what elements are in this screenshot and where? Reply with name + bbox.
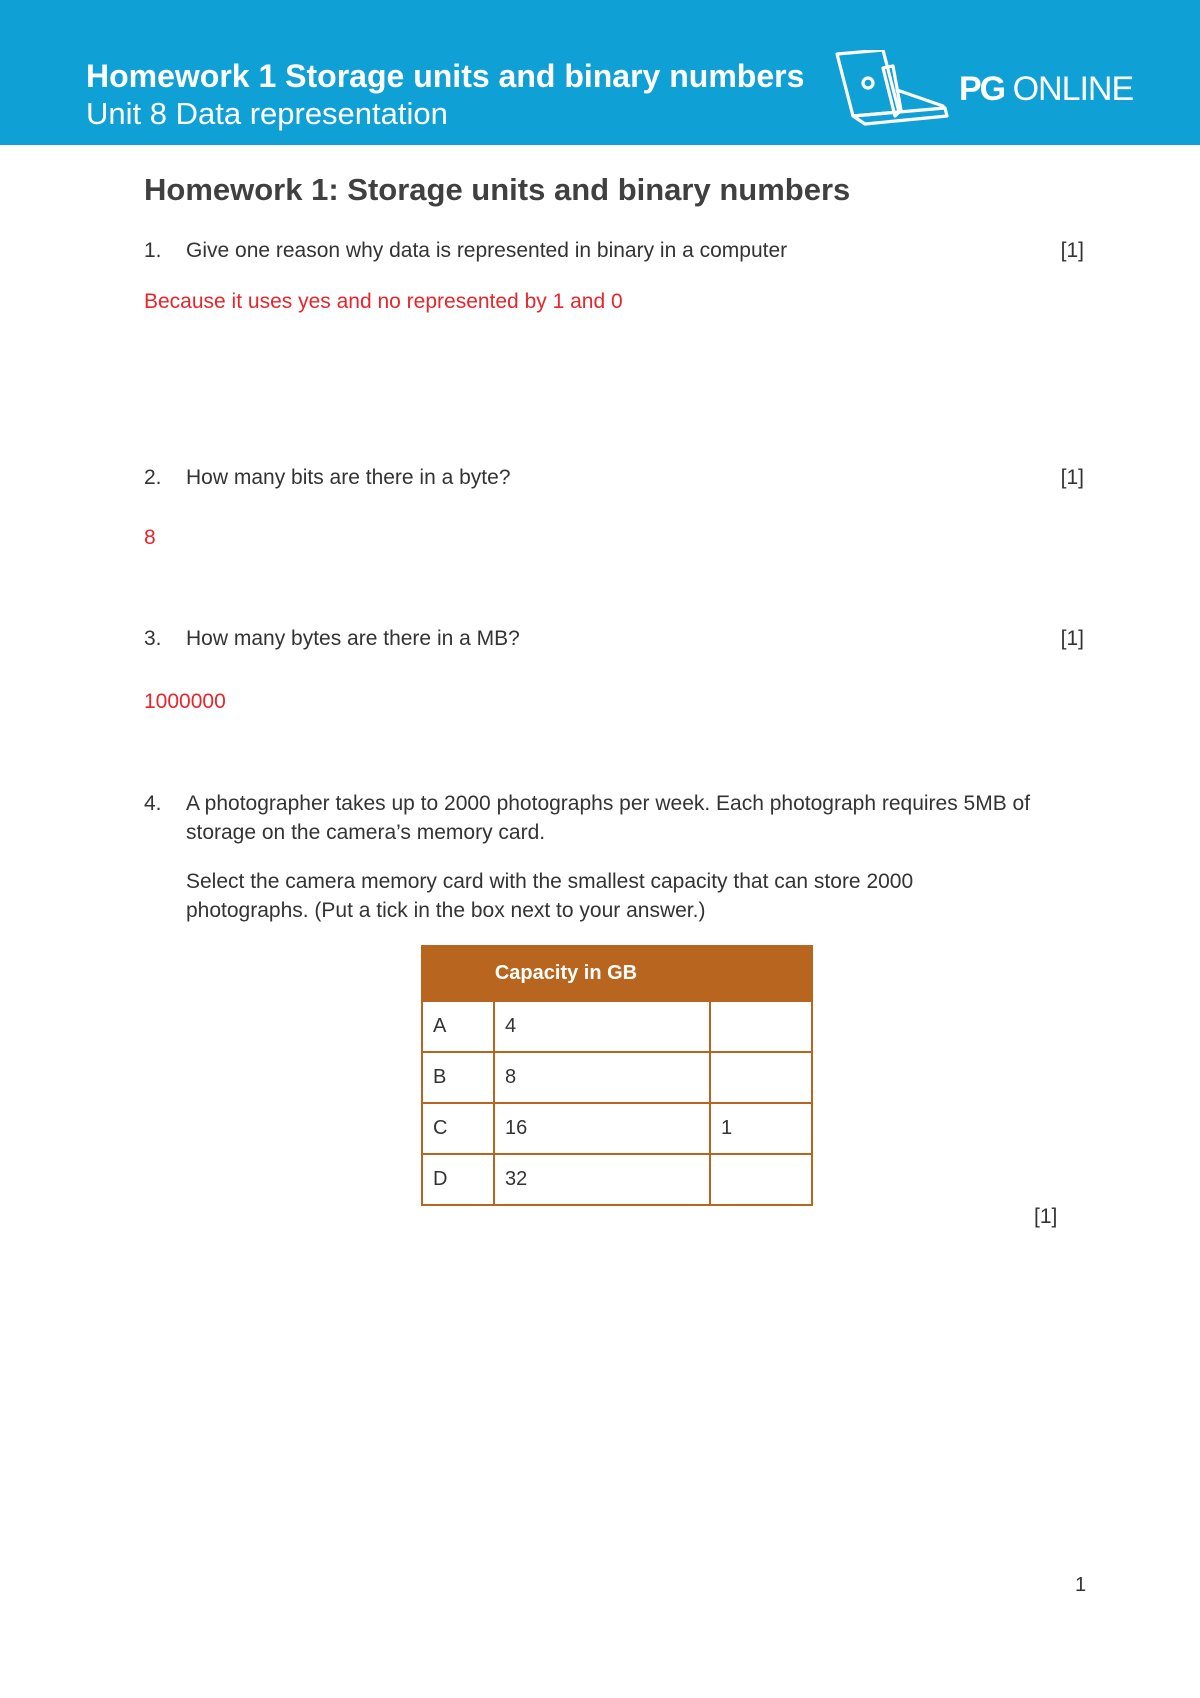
card-label: C	[422, 1103, 494, 1154]
tick-box[interactable]	[710, 1154, 812, 1205]
card-capacity: 4	[494, 1001, 710, 1052]
tick-box[interactable]	[710, 1052, 812, 1103]
card-label: B	[422, 1052, 494, 1103]
page-number: 1	[1075, 1574, 1087, 1596]
question-number: 2.	[144, 466, 162, 489]
question-2	[144, 463, 1084, 492]
question-4-instruction: Select the camera memory card with the smallest capacity that can store 2000 photographs. (Put a tick in the box next to your answer.)	[186, 870, 914, 922]
answer-2: 8	[144, 526, 156, 549]
card-capacity: 16	[494, 1103, 710, 1154]
question-text: How many bits are there in a byte?	[186, 466, 511, 489]
question-number: 3.	[144, 627, 162, 650]
question-marks: [1]	[1060, 627, 1084, 650]
table-row	[422, 1103, 812, 1154]
question-text: A photographer takes up to 2000 photographs per week. Each photograph requires 5MB of storage on the camera’s memory card.	[186, 792, 1031, 844]
table-header-row	[422, 946, 812, 1001]
question-3	[144, 624, 1084, 653]
answer-3: 1000000	[144, 690, 226, 713]
document-title: Homework 1: Storage units and binary numbers	[144, 172, 851, 207]
tick-box[interactable]	[710, 1001, 812, 1052]
question-4	[144, 789, 1084, 847]
table-row	[422, 1001, 812, 1052]
card-capacity: 8	[494, 1052, 710, 1103]
card-label: A	[422, 1001, 494, 1052]
logo-text	[959, 70, 1133, 109]
table-header-capacity: Capacity in GB	[422, 946, 710, 1001]
logo-regular-text: ONLINE	[1012, 70, 1134, 108]
card-label: D	[422, 1154, 494, 1205]
table-header-blank	[710, 946, 812, 1001]
answer-1: Because it uses yes and no represented by 1 and 0	[144, 290, 623, 313]
question-text: How many bytes are there in a MB?	[186, 627, 520, 650]
card-capacity: 32	[494, 1154, 710, 1205]
laptop-icon	[835, 50, 955, 130]
header-subtitle: Unit 8 Data representation	[86, 96, 448, 131]
question-4-marks: [1]	[1034, 1205, 1058, 1228]
memory-card-table	[421, 945, 813, 1206]
pg-online-logo	[835, 50, 1135, 130]
question-marks: [1]	[1060, 239, 1084, 262]
table-row	[422, 1052, 812, 1103]
table-row	[422, 1154, 812, 1205]
question-marks: [1]	[1060, 466, 1084, 489]
logo-bold-text: PG	[959, 70, 1005, 108]
question-1	[144, 236, 1084, 265]
header-title: Homework 1 Storage units and binary numbers	[86, 58, 805, 94]
page-header	[0, 0, 1200, 145]
question-number: 1.	[144, 239, 162, 262]
question-text: Give one reason why data is represented in binary in a computer	[186, 239, 788, 262]
tick-box[interactable]: 1	[710, 1103, 812, 1154]
question-number: 4.	[144, 792, 162, 815]
